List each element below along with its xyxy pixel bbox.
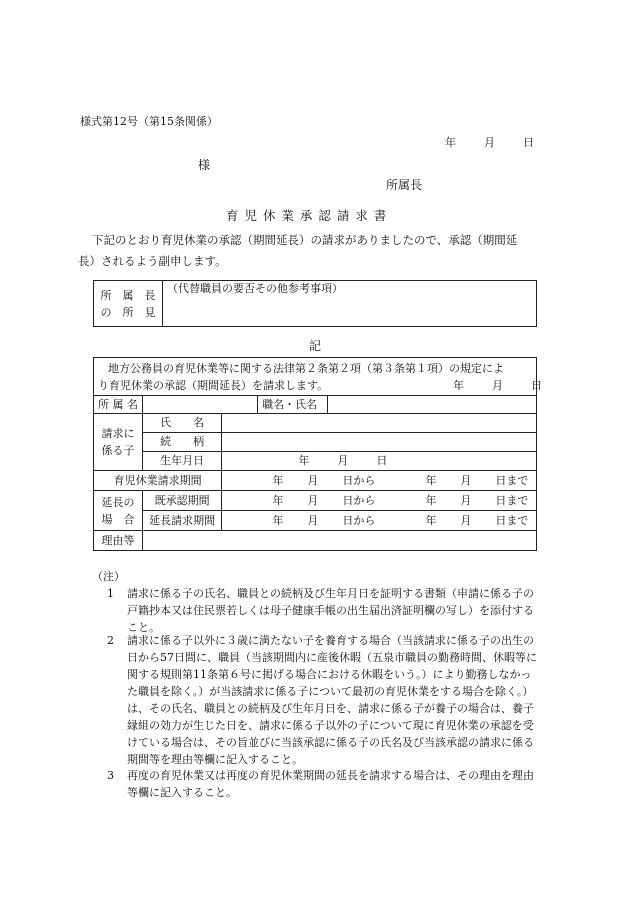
addressee-suffix: 様 <box>198 158 211 172</box>
approved-period-label: 既承認期間 <box>143 491 222 511</box>
extension-request-field[interactable]: 年 月 日から 年 月 日まで <box>222 511 537 531</box>
request-statement: 地方公務員の育児休業等に関する法律第２条第２項（第３条第１項）の規定によ り育児休業の承認（期間延長）を請求します。 年 月 日 <box>94 358 537 396</box>
sender-label: 所属長 <box>386 178 423 192</box>
note-1: 1 請求に係る子の氏名、職員との続柄及び生年月日を証明する書類（申請に係る子の戸籍抄本又は住民票若しくは母子健康手帳の出生届出済証明欄の写し）を添付すること。 <box>107 587 534 634</box>
ki-label: 記 <box>309 339 322 353</box>
opinion-field[interactable]: （代替職員の要否その他参考事項） <box>163 281 537 327</box>
approved-period-field[interactable]: 年 月 日から 年 月 日まで <box>222 491 537 511</box>
position-name-label: 職名・氏名 <box>258 396 328 414</box>
request-table <box>93 357 542 551</box>
child-relation-field[interactable] <box>222 433 537 452</box>
form-number: 様式第12号（第15条関係） <box>80 115 218 128</box>
child-name-label: 氏 名 <box>143 414 222 433</box>
notes-header: （注） <box>92 570 125 583</box>
note-2: 2 請求に係る子以外に３歳に満たない子を養育する場合（当該請求に係る子の出生の日から57日間に、職員（当該期間内に産後休暇（五泉市職員の勤務時間、休暇等に関する規則第11条第６号に掲げる場合における休暇をいう。）により勤務しなかった職員を除く。）が当該請求に係る子について最初の育児休業をする場合を除く。）は、その氏名、職員との続柄及び生年月日を、請求に係る子が養子の場合は、養子縁組の効力が生じた日を、請求に係る子以外の子について現に育児休業の承認を受けている場合は、その旨並びに当該承認に係る子の氏名及び当該承認の請求に係る期間等を理由等欄に記入すること。 <box>107 634 537 766</box>
reason-label: 理由等 <box>94 531 143 551</box>
child-birthdate-label: 生年月日 <box>143 452 222 471</box>
document-title: 育 児 休 業 承 認 請 求 書 <box>226 208 388 223</box>
opinion-label: 所 属 長 の 所 見 <box>94 281 163 327</box>
period-label: 育児休業請求期間 <box>94 471 222 491</box>
opinion-table <box>93 280 537 327</box>
position-name-field[interactable] <box>328 396 537 414</box>
affiliation-label: 所 属 名 <box>94 396 143 414</box>
header-date: 年 月 日 <box>445 136 534 149</box>
note-3: 3 再度の育児休業又は再度の育児休業期間の延長を請求する場合は、その理由を理由等欄に記入すること。 <box>107 769 534 799</box>
extension-label: 延長の 場 合 <box>94 491 143 531</box>
child-name-field[interactable] <box>222 414 537 433</box>
reason-field[interactable] <box>143 531 537 551</box>
period-field[interactable]: 年 月 日から 年 月 日まで <box>222 471 537 491</box>
intro-line-2: 長）されるよう副申します。 <box>78 254 227 268</box>
affiliation-field[interactable] <box>143 396 258 414</box>
child-birthdate-field[interactable]: 年 月 日 <box>222 452 537 471</box>
child-relation-label: 続 柄 <box>143 433 222 452</box>
extension-request-label: 延長請求期間 <box>143 511 222 531</box>
child-label: 請求に 係る子 <box>94 414 143 471</box>
intro-line-1: 下記のとおり育児休業の承認（期間延長）の請求がありましたので、承認（期間延 <box>92 233 518 247</box>
